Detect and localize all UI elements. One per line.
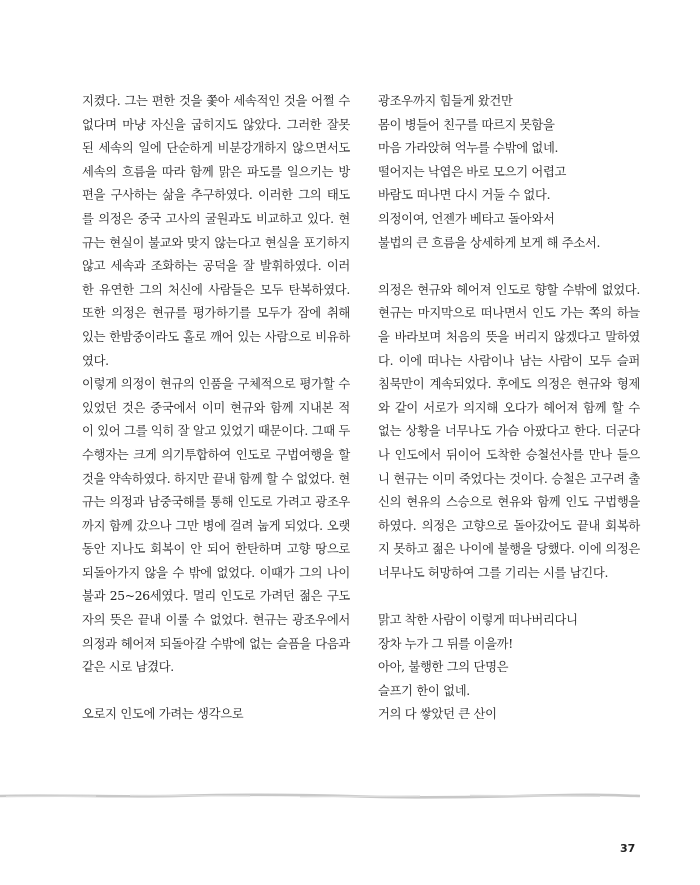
verse-line: 몸이 병들어 친구를 따르지 못함을 — [378, 117, 555, 132]
verse-line: 불법의 큰 흐름을 상세하게 보게 해 주소서. — [378, 235, 601, 250]
body-paragraph-1: 지켰다. 그는 편한 것을 쫓아 세속적인 것을 어쩔 수 없다며 마냥 자신을 굽히지도 않았다. 그러한 잘못된 세속의 일에 단순하게 비분강개하지 않으면서도 세속의 흐름을 따라 함께 맑은 파도를 일으키는 방편을 구사하는 삶을 추구하였다. 이러한 그의 태도를 의정은 중국 고사의 굴원과도 비교하고 있다. 현규는 현실이 불교와 맞지 않는다고 현실을 포기하지 않고 세속과 조화하는 공덕을 잘 발휘하였다. 이러한 유연한 그의 처신에 사람들은 모두 탄복하였다. 또한 의정은 현규를 평가하기를 모두가 잠에 취해 있는 한밤중이라도 홀로 깨어 있는 사람으로 비유하였다. — [82, 94, 350, 368]
page-number: 37 — [620, 842, 636, 855]
stanza-gap — [378, 585, 640, 609]
verse-line: 아아, 불행한 그의 단명은 — [378, 660, 509, 675]
verse-block-1 — [378, 90, 640, 255]
verse-line: 바람도 떠나면 다시 거둘 수 없다. — [378, 188, 551, 203]
verse-line: 광조우까지 힘들게 왔건만 — [378, 94, 513, 108]
left-column — [82, 90, 350, 727]
brush-divider — [0, 792, 640, 800]
body-paragraph-2: 이렇게 의정이 현규의 인품을 구체적으로 평가할 수 있었던 것은 중국에서 이미 현규와 함께 지내본 적이 있어 그를 익히 잘 알고 있었기 때문이다. 그때 두 수행자는 크게 의기투합하여 인도로 구법여행을 할 것을 약속하였다. 하지만 끝내 함께 할 수 없었다. 현규는 의정과 남중국해를 통해 인도로 가려고 광조우까지 함께 갔으나 그만 병에 걸려 눕게 되었다. 오랫동안 지나도 회복이 안 되어 한탄하며 고향 땅으로 되돌아가지 않을 수 밖에 없었다. 이때가 그의 나이 불과 25~26세였다. 멀리 인도로 가려던 젊은 구도자의 뜻은 끝내 이룰 수 없었다. 현규는 광조우에서 의정과 헤어져 되돌아갈 수밖에 없는 슬픔을 다음과 같은 시로 남겼다. — [82, 377, 350, 675]
stanza-gap — [378, 255, 640, 279]
verse-line: 맑고 착한 사람이 이렇게 떠나버리다니 — [378, 613, 578, 628]
verse-line: 떨어지는 낙엽은 바로 모으기 어렵고 — [378, 164, 567, 179]
stanza-gap — [82, 680, 350, 704]
right-column — [378, 90, 640, 727]
verse-line: 마음 가라앉혀 억누를 수밖에 없네. — [378, 141, 559, 156]
verse-line: 오로지 인도에 가려는 생각으로 — [82, 707, 244, 722]
body-paragraph-3: 의정은 현규와 헤어져 인도로 향할 수밖에 없었다. 현규는 마지막으로 떠나면서 인도 가는 쪽의 하늘을 바라보며 처음의 뜻을 버리지 않겠다고 말하였다. 이에 떠나는 사람이나 남는 사람이 모두 슬퍼 침묵만이 계속되었다. 후에도 의정은 현규와 형제와 같이 서로가 의지해 오다가 헤어져 함께 할 수 없는 상황을 너무나도 가슴 아팠다고 한다. 더군다나 인도에서 뒤이어 도착한 승철선사를 만나 들으니 현규는 이미 죽었다는 것이다. 승철은 고구려 출신의 현유의 스승으로 현유와 함께 인도 구법행을 하였다. 의정은 고향으로 돌아갔어도 끝내 회복하지 못하고 젊은 나이에 불행을 당했다. 이에 의정은 너무나도 허망하여 그를 기리는 시를 남긴다. — [378, 282, 640, 580]
verse-line: 장차 누가 그 뒤를 이을까! — [378, 636, 513, 651]
verse-line: 의정이여, 언젠가 베타고 돌아와서 — [378, 211, 555, 226]
verse-line: 거의 다 쌓았던 큰 산이 — [378, 707, 497, 722]
verse-block-2 — [378, 609, 640, 727]
verse-line: 슬프기 한이 없네. — [378, 683, 470, 698]
